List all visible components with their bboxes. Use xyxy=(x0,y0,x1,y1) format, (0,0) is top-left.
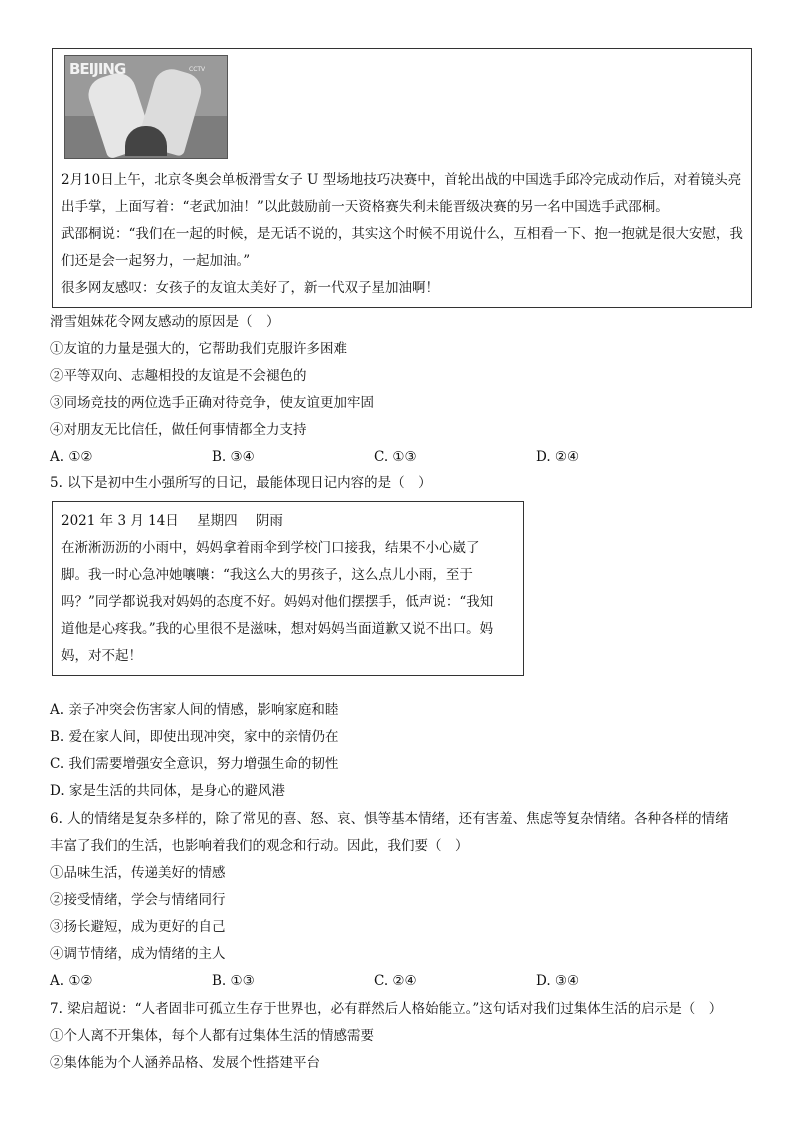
news-photo xyxy=(64,55,228,159)
material-box xyxy=(52,48,752,308)
question-stem-line: 丰富了我们的生活，也影响着我们的观念和行动。因此，我们要（ ） xyxy=(50,838,469,854)
answer-options xyxy=(50,444,750,471)
question-6 xyxy=(50,806,762,968)
diary-header xyxy=(61,508,515,535)
option-d[interactable]: D. ②④ xyxy=(536,449,580,465)
statement-item: ②集体能为个人涵养品格、发展个性搭建平台 xyxy=(50,1055,320,1071)
option-a[interactable]: A. ①② xyxy=(50,449,93,465)
question-stem-line: 6. 人的情绪是复杂多样的，除了常见的喜、怒、哀、惧等基本情绪，还有害羞、焦虑等复杂情绪。各种各样的情绪 xyxy=(50,811,729,827)
option-b[interactable]: B. ①③ xyxy=(212,973,255,989)
diary-line: 道他是心疼我。”我的心里很不是滋味，想对妈妈当面道歉又说不出口。妈 xyxy=(61,621,494,637)
option-a[interactable]: A. ①② xyxy=(50,973,93,989)
question-stem: 5. 以下是初中生小强所写的日记，最能体现日记内容的是（ ） xyxy=(50,475,432,491)
option-d[interactable]: D. 家是生活的共同体，是身心的避风港 xyxy=(50,783,285,799)
material-paragraph: 武邵桐说：“我们在一起的时候，是无话不说的，其实这个时候不用说什么，互相看一下、抱一抱就是很大安慰，我们还是会一起努力，一起加油。” xyxy=(61,226,743,269)
material-text xyxy=(61,167,745,302)
option-c[interactable]: C. ①③ xyxy=(374,449,417,465)
question-stem: 7. 梁启超说：“人者固非可孤立生存于世界也，必有群然后人格始能立。”这句话对我们过集体生活的启示是（ ） xyxy=(50,1001,723,1017)
question-stem: 滑雪姐妹花令网友感动的原因是（ ） xyxy=(50,314,280,330)
option-d[interactable]: D. ③④ xyxy=(536,973,580,989)
question-5-options xyxy=(50,697,750,805)
diary-line: 妈，对不起！ xyxy=(61,648,142,664)
diary-date: 2021 年 3 月 14日 xyxy=(61,513,179,529)
statement-item: ④调节情绪，成为情绪的主人 xyxy=(50,946,226,962)
statement-item: ④对朋友无比信任，做任何事情都全力支持 xyxy=(50,422,307,438)
option-b[interactable]: B. 爱在家人间，即使出现冲突，家中的亲情仍在 xyxy=(50,729,339,745)
photo-athlete xyxy=(125,126,167,156)
option-b[interactable]: B. ③④ xyxy=(212,449,255,465)
option-c[interactable]: C. ②④ xyxy=(374,973,417,989)
statement-item: ③扬长避短，成为更好的自己 xyxy=(50,919,226,935)
question-5 xyxy=(50,470,750,497)
photo-logo-text: BEIJING xyxy=(69,60,126,78)
diary-box xyxy=(52,501,524,676)
diary-weather: 阴雨 xyxy=(255,513,283,529)
diary-weekday: 星期四 xyxy=(197,513,238,529)
answer-options xyxy=(50,968,750,995)
question-4 xyxy=(50,309,750,444)
material-paragraph: 2月10日上午，北京冬奥会单板滑雪女子 U 型场地技巧决赛中，首轮出战的中国选手邱冷完成动作后，对着镜头亮出手掌，上面写着：“老武加油！”以此鼓励前一天资格赛失利未能晋级决赛的另一名中国选手武邵桐。 xyxy=(61,172,742,215)
statement-item: ①友谊的力量是强大的，它帮助我们克服许多困难 xyxy=(50,341,347,357)
material-paragraph: 很多网友感叹：女孩子的友谊太美好了，新一代双子星加油啊！ xyxy=(61,280,439,296)
photo-broadcaster-tag: CCTV xyxy=(189,66,206,73)
diary-line: 吗？”同学都说我对妈妈的态度不好。妈妈对他们摆摆手，低声说：“我知 xyxy=(61,594,494,610)
statement-item: ②平等双向、志趣相投的友谊是不会褪色的 xyxy=(50,368,307,384)
diary-line: 在淅淅沥沥的小雨中，妈妈拿着雨伞到学校门口接我，结果不小心崴了 xyxy=(61,540,480,556)
option-a[interactable]: A. 亲子冲突会伤害家人间的情感，影响家庭和睦 xyxy=(50,702,339,718)
statement-item: ②接受情绪，学会与情绪同行 xyxy=(50,892,226,908)
question-7 xyxy=(50,996,762,1077)
statement-item: ③同场竞技的两位选手正确对待竞争，使友谊更加牢固 xyxy=(50,395,374,411)
statement-item: ①个人离不开集体，每个人都有过集体生活的情感需要 xyxy=(50,1028,374,1044)
statement-item: ①品味生活，传递美好的情感 xyxy=(50,865,226,881)
diary-line: 脚。我一时心急冲她嚷嚷：“我这么大的男孩子，这么点儿小雨，至于 xyxy=(61,567,473,583)
option-c[interactable]: C. 我们需要增强安全意识，努力增强生命的韧性 xyxy=(50,756,339,772)
